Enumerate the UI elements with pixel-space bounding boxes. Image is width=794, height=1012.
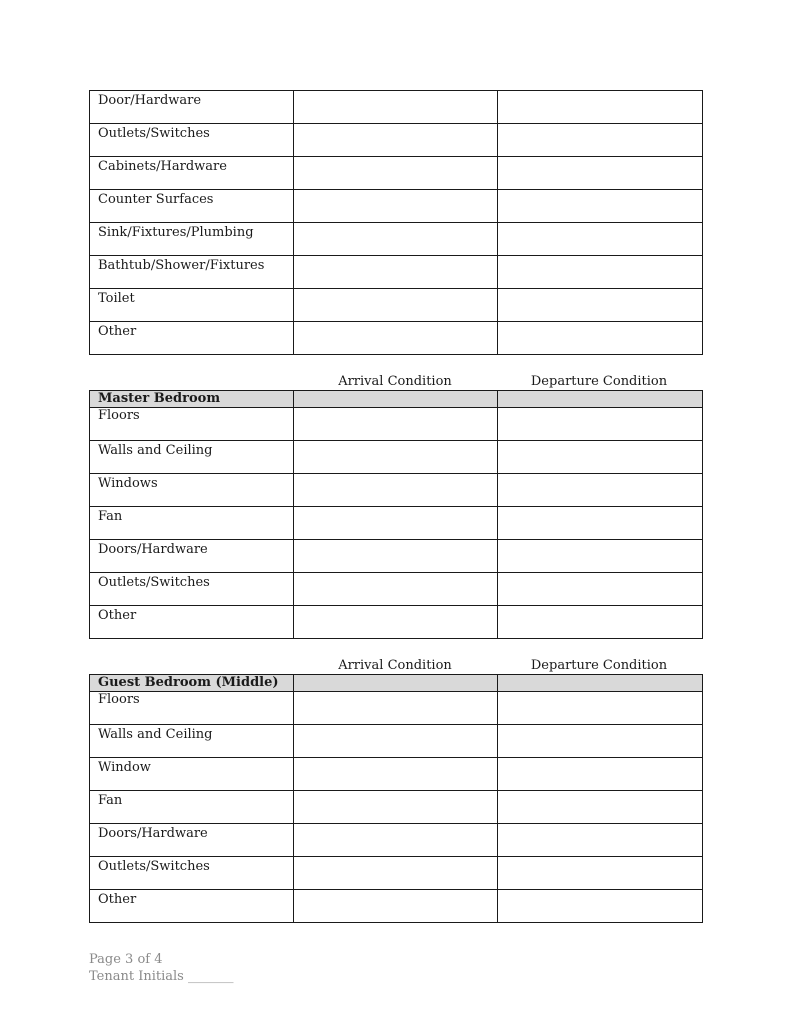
departure-cell[interactable] <box>498 289 703 322</box>
guest-bedroom-table <box>89 674 703 923</box>
table-row <box>90 791 703 824</box>
table-row <box>90 890 703 923</box>
section-title: Guest Bedroom (Middle) <box>90 675 294 692</box>
arrival-cell[interactable] <box>294 157 498 190</box>
table-row <box>90 857 703 890</box>
arrival-cell[interactable] <box>294 322 498 355</box>
departure-cell[interactable] <box>498 725 703 758</box>
row-label: Outlets/Switches <box>90 857 294 890</box>
arrival-condition-header: Arrival Condition <box>338 374 452 389</box>
table-row <box>90 157 703 190</box>
departure-cell[interactable] <box>498 256 703 289</box>
arrival-cell[interactable] <box>294 540 498 573</box>
section-header-row <box>90 391 703 408</box>
table-row <box>90 441 703 474</box>
row-label: Other <box>90 890 294 923</box>
departure-cell[interactable] <box>498 322 703 355</box>
departure-cell[interactable] <box>498 157 703 190</box>
row-label: Floors <box>90 692 294 725</box>
table-row <box>90 408 703 441</box>
departure-cell[interactable] <box>498 857 703 890</box>
arrival-cell[interactable] <box>294 606 498 639</box>
departure-cell[interactable] <box>498 890 703 923</box>
departure-condition-header: Departure Condition <box>530 374 668 389</box>
table-row <box>90 573 703 606</box>
row-label: Cabinets/Hardware <box>90 157 294 190</box>
departure-cell[interactable] <box>498 606 703 639</box>
header-cell <box>294 675 498 692</box>
row-label: Doors/Hardware <box>90 824 294 857</box>
table-row <box>90 124 703 157</box>
row-label: Floors <box>90 408 294 441</box>
departure-cell[interactable] <box>498 124 703 157</box>
table-row <box>90 692 703 725</box>
section-header-row <box>90 675 703 692</box>
table-row <box>90 322 703 355</box>
table-row <box>90 540 703 573</box>
row-label: Other <box>90 322 294 355</box>
departure-cell[interactable] <box>498 91 703 124</box>
row-label: Walls and Ceiling <box>90 725 294 758</box>
table-row <box>90 474 703 507</box>
row-label: Other <box>90 606 294 639</box>
arrival-cell[interactable] <box>294 289 498 322</box>
arrival-cell[interactable] <box>294 408 498 441</box>
master-bedroom-table <box>89 390 703 639</box>
arrival-cell[interactable] <box>294 692 498 725</box>
departure-cell[interactable] <box>498 824 703 857</box>
table-row <box>90 256 703 289</box>
row-label: Fan <box>90 507 294 540</box>
row-label: Sink/Fixtures/Plumbing <box>90 223 294 256</box>
row-label: Door/Hardware <box>90 91 294 124</box>
tenant-initials: Tenant Initials _______ <box>89 969 234 984</box>
row-label: Fan <box>90 791 294 824</box>
departure-cell[interactable] <box>498 474 703 507</box>
departure-cell[interactable] <box>498 507 703 540</box>
header-cell <box>498 675 703 692</box>
row-label: Counter Surfaces <box>90 190 294 223</box>
table-row <box>90 758 703 791</box>
row-label: Bathtub/Shower/Fixtures <box>90 256 294 289</box>
arrival-cell[interactable] <box>294 791 498 824</box>
table-row <box>90 824 703 857</box>
header-cell <box>498 391 703 408</box>
table-row <box>90 190 703 223</box>
arrival-cell[interactable] <box>294 441 498 474</box>
arrival-cell[interactable] <box>294 91 498 124</box>
table-row <box>90 725 703 758</box>
arrival-cell[interactable] <box>294 890 498 923</box>
arrival-cell[interactable] <box>294 824 498 857</box>
arrival-condition-header: Arrival Condition <box>338 658 452 673</box>
arrival-cell[interactable] <box>294 758 498 791</box>
departure-cell[interactable] <box>498 408 703 441</box>
section-title: Master Bedroom <box>90 391 294 408</box>
arrival-cell[interactable] <box>294 124 498 157</box>
row-label: Toilet <box>90 289 294 322</box>
arrival-cell[interactable] <box>294 857 498 890</box>
table-row <box>90 507 703 540</box>
arrival-cell[interactable] <box>294 223 498 256</box>
bathroom-condition-table <box>89 90 703 355</box>
departure-cell[interactable] <box>498 223 703 256</box>
table-row <box>90 289 703 322</box>
arrival-cell[interactable] <box>294 507 498 540</box>
table-row <box>90 223 703 256</box>
departure-cell[interactable] <box>498 758 703 791</box>
row-label: Outlets/Switches <box>90 573 294 606</box>
departure-cell[interactable] <box>498 791 703 824</box>
departure-cell[interactable] <box>498 190 703 223</box>
arrival-cell[interactable] <box>294 190 498 223</box>
departure-cell[interactable] <box>498 692 703 725</box>
header-cell <box>294 391 498 408</box>
row-label: Windows <box>90 474 294 507</box>
departure-cell[interactable] <box>498 540 703 573</box>
departure-cell[interactable] <box>498 573 703 606</box>
departure-condition-header: Departure Condition <box>530 658 668 673</box>
arrival-cell[interactable] <box>294 725 498 758</box>
arrival-cell[interactable] <box>294 573 498 606</box>
arrival-cell[interactable] <box>294 256 498 289</box>
departure-cell[interactable] <box>498 441 703 474</box>
row-label: Doors/Hardware <box>90 540 294 573</box>
row-label: Walls and Ceiling <box>90 441 294 474</box>
row-label: Window <box>90 758 294 791</box>
arrival-cell[interactable] <box>294 474 498 507</box>
row-label: Outlets/Switches <box>90 124 294 157</box>
table-row <box>90 91 703 124</box>
table-row <box>90 606 703 639</box>
page-number: Page 3 of 4 <box>89 952 163 967</box>
